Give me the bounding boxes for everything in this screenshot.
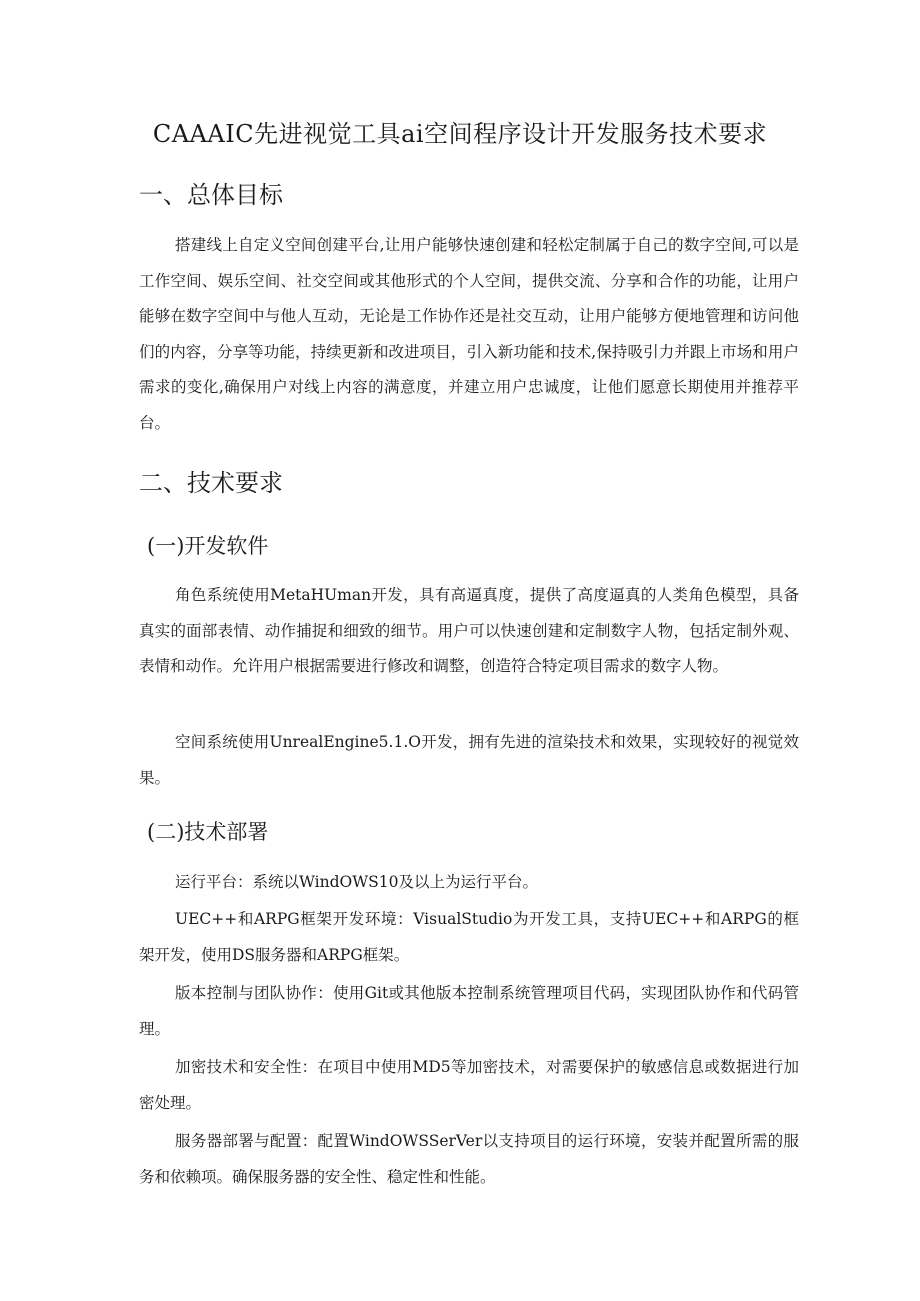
paragraph-server-deployment: 服务器部署与配置：配置WindOWSSerVer以支持项目的运行环境，安装并配置所需的服务和依赖项。确保服务器的安全性、稳定性和性能。: [139, 1132, 799, 1186]
paragraph-runtime-platform: 运行平台：系统以WindOWS10及以上为运行平台。: [175, 873, 539, 891]
paragraph-dev-environment: UEC++和ARPG框架开发环境：VisualStudio为开发工具，支持UEC++和ARPG的框架开发，使用DS服务器和ARPG框架。: [139, 910, 799, 964]
paragraph-character-system: 角色系统使用MetaHUman开发，具有高逼真度，提供了高度逼真的人类角色模型，具备真实的面部表情、动作捕捉和细致的细节。用户可以快速创建和定制数字人物，包括定制外观、表情和动作。允许用户根据需要进行修改和调整，创造符合特定项目需求的数字人物。: [139, 586, 799, 675]
paragraph-overall-goal: 搭建线上自定义空间创建平台,让用户能够快速创建和轻松定制属于自己的数字空间,可以是工作空间、娱乐空间、社交空间或其他形式的个人空间，提供交流、分享和合作的功能，让用户能够在数字空间中与他人互动，无论是工作协作还是社交互动，让用户能够方便地管理和访问他们的内容，分享等功能，持续更新和改进项目，引入新功能和技术,保持吸引力并跟上市场和用户需求的变化,确保用户对线上内容的满意度，并建立用户忠诚度，让他们愿意长期使用并推荐平台。: [139, 236, 799, 432]
section-heading-overall-goal: 一、总体目标: [139, 181, 283, 209]
subsection-heading-tech-deployment: (二)技术部署: [147, 820, 269, 844]
paragraph-encryption: 加密技术和安全性：在项目中使用MD5等加密技术，对需要保护的敏感信息或数据进行加密处理。: [139, 1058, 799, 1112]
subsection-heading-dev-software: (一)开发软件: [147, 534, 269, 558]
document-title: CAAAIC先进视觉工具ai空间程序设计开发服务技术要求: [152, 120, 768, 148]
section-heading-tech-requirements: 二、技术要求: [139, 469, 283, 497]
paragraph-space-system: 空间系统使用UnrealEngine5.1.O开发，拥有先进的渲染技术和效果，实现较好的视觉效果。: [139, 733, 799, 787]
paragraph-version-control: 版本控制与团队协作：使用Git或其他版本控制系统管理项目代码，实现团队协作和代码管理。: [139, 984, 799, 1038]
